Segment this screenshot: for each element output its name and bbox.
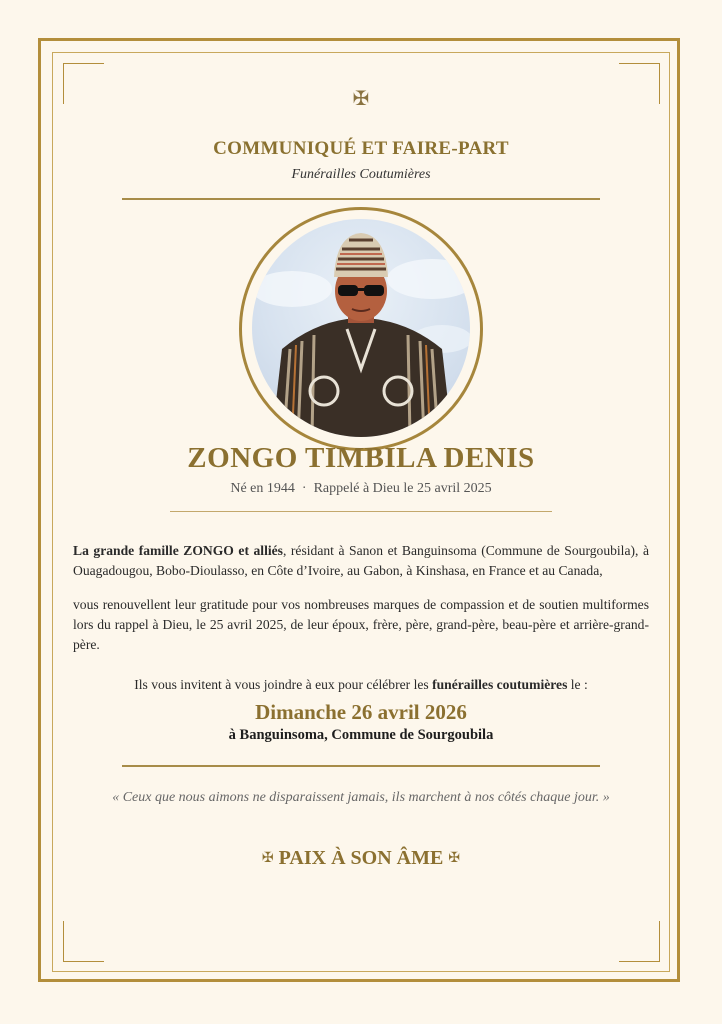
cross-icon: ✠ xyxy=(448,850,461,866)
closing-text: PAIX À SON ÂME xyxy=(278,847,444,869)
cross-icon: ✠ xyxy=(261,850,274,866)
birth-year: Né en 1944 xyxy=(230,481,295,496)
family-paragraph xyxy=(73,541,649,581)
date-separator: · xyxy=(301,481,307,496)
page-title: COMMUNIQUÉ ET FAIRE-PART xyxy=(213,138,509,159)
corner-ornament-bottom-left xyxy=(63,921,104,962)
event-date: Dimanche 26 avril 2026 xyxy=(255,700,467,724)
divider-middle xyxy=(170,511,552,512)
invitation-bold: funérailles coutumières xyxy=(432,677,568,692)
invitation-tail: le : xyxy=(567,677,588,692)
inner-border-frame xyxy=(52,52,670,972)
memorial-quote: « Ceux que nous aimons ne disparaissent jamais, ils marchent à nos côtés chaque jour. » xyxy=(112,790,610,805)
invitation-line xyxy=(0,677,722,693)
closing-line xyxy=(0,847,722,870)
family-name-bold: La grande famille ZONGO et alliés xyxy=(73,543,283,558)
life-dates xyxy=(0,481,722,497)
page-subtitle: Funérailles Coutumières xyxy=(291,167,431,182)
divider-bottom xyxy=(122,765,600,767)
family-residences: , résidant à Sanon et Banguinsoma (Commune de Sourgoubila), à Ouagadougou, Bobo-Dioulasso, en Côte d’Ivoire, au Gabon, à Kinshasa, en France et au Canada, xyxy=(73,543,649,578)
divider-top xyxy=(122,198,600,200)
corner-ornament-bottom-right xyxy=(619,921,660,962)
event-place: à Banguinsoma, Commune de Sourgoubila xyxy=(228,727,494,743)
portrait-photo xyxy=(252,219,470,437)
deceased-name: ZONGO TIMBILA DENIS xyxy=(187,442,535,474)
death-date: Rappelé à Dieu le 25 avril 2025 xyxy=(313,481,492,496)
cross-icon: ✠ xyxy=(352,86,370,110)
portrait-illustration xyxy=(252,219,470,437)
gratitude-paragraph: vous renouvellent leur gratitude pour vos nombreuses marques de compassion et de soutien multiformes lors du rappel à Dieu, le 25 avril 2025, de leur époux, frère, père, grand-père, beau-père et arrière-grand-père. xyxy=(73,597,649,652)
invitation-lead: Ils vous invitent à vous joindre à eux pour célébrer les xyxy=(134,677,433,692)
